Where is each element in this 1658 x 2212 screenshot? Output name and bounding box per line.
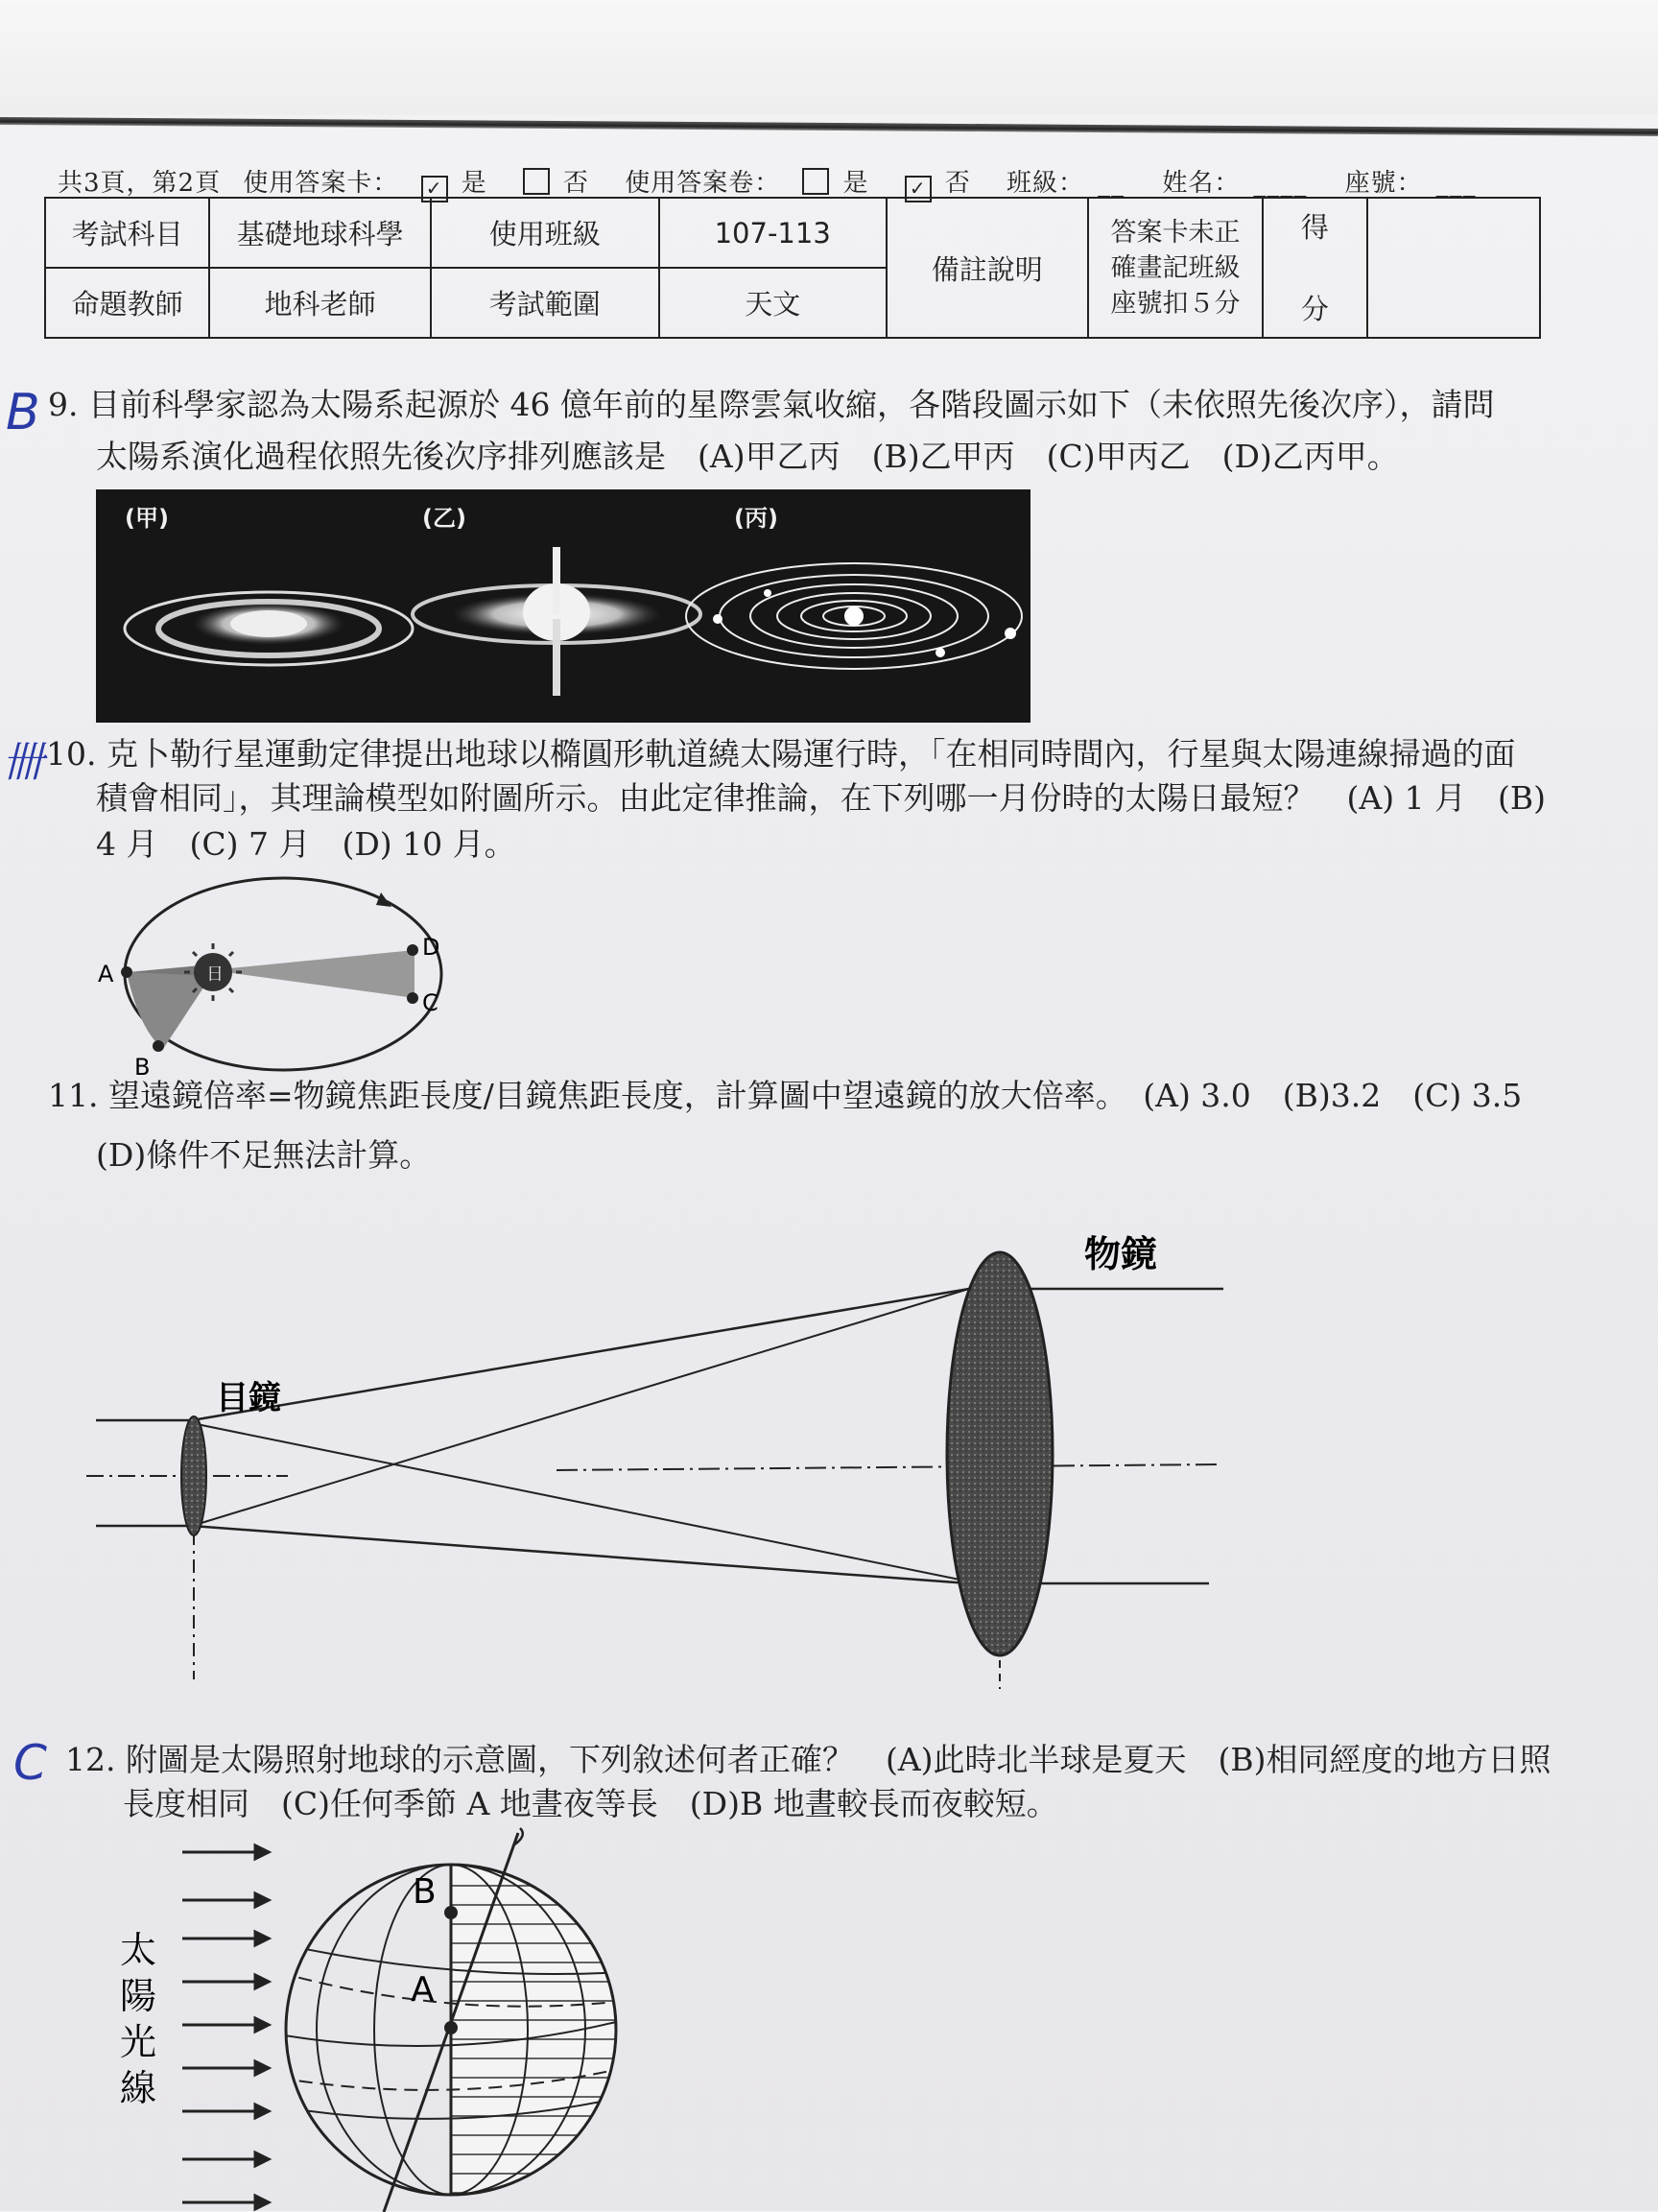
teacher-value: 地科老師 bbox=[209, 268, 430, 338]
q10-line3: 4 月 (C) 7 月 (D) 10 月。 bbox=[96, 825, 516, 863]
point-a-label: A bbox=[411, 1970, 435, 2010]
subject-label: 考試科目 bbox=[45, 198, 209, 268]
point-a-label: A bbox=[98, 961, 114, 987]
name-label: 姓名： bbox=[1162, 169, 1241, 198]
q12-line1: 12. 附圖是太陽照射地球的示意圖，下列敘述何者正確？ (A)此時北半球是夏天 (B)相同經度的地方日照 bbox=[65, 1741, 1551, 1778]
label-yi: (乙) bbox=[422, 505, 466, 532]
sunlight-arrows bbox=[182, 1845, 269, 2209]
class-label: 班級： bbox=[1007, 169, 1085, 198]
objective-lens bbox=[947, 1252, 1053, 1655]
answer-sheet-label: 使用答案卷： bbox=[625, 169, 781, 198]
point-b-label: B bbox=[134, 1054, 151, 1081]
optical-axis-right bbox=[557, 1464, 1219, 1470]
orbit-direction-arrow bbox=[376, 892, 391, 907]
sunlight-earth-diagram bbox=[120, 1828, 672, 2212]
teacher-label: 命題教師 bbox=[45, 268, 209, 338]
checked-box-icon: ✓ bbox=[421, 176, 448, 202]
class-range: 107-113 bbox=[659, 198, 887, 268]
svg-text:線: 線 bbox=[120, 2067, 157, 2109]
kepler-orbit-diagram bbox=[96, 859, 480, 1080]
checked-box-icon: ✓ bbox=[905, 176, 932, 202]
objective-label: 物鏡 bbox=[1084, 1233, 1158, 1275]
q11-line2: (D)條件不足無法計算。 bbox=[96, 1136, 432, 1174]
answer-sheet-yes: 是 bbox=[802, 169, 882, 198]
q10-line1: 10. 克卜勒行星運動定律提出地球以橢圓形軌道繞太陽運行時，「在相同時間內，行星與太陽連線掃過的面 bbox=[46, 735, 1516, 773]
answer-card-label: 使用答案卡： bbox=[243, 169, 399, 198]
answer-card-yes: ✓ 是 bbox=[421, 169, 501, 198]
scope-value: 天文 bbox=[659, 268, 887, 338]
q11-line1: 11. 望遠鏡倍率=物鏡焦距長度/目鏡焦距長度，計算圖中望遠鏡的放大倍率。 (A) 3.0 (B)3.2 (C) 3.5 bbox=[48, 1077, 1523, 1114]
answer-sheet-no: ✓ 否 bbox=[905, 169, 984, 198]
class-label-cell: 使用班級 bbox=[431, 198, 659, 268]
point-d-label: D bbox=[422, 934, 440, 961]
point-b-marker bbox=[444, 1906, 458, 1919]
remarks-label: 備註說明 bbox=[887, 198, 1088, 338]
nebula-stages-drawing bbox=[96, 489, 1030, 723]
svg-text:陽: 陽 bbox=[120, 1975, 157, 2017]
point-c-label: C bbox=[422, 989, 438, 1016]
label-bing: (丙) bbox=[734, 505, 778, 532]
point-a-marker bbox=[121, 966, 132, 978]
paper-top-margin bbox=[0, 0, 1658, 115]
point-a-marker bbox=[444, 2021, 458, 2034]
exam-info-table bbox=[44, 197, 1541, 339]
remarks-text: 答案卡未正 確畫記班級 座號扣５分 bbox=[1088, 198, 1263, 338]
sunlight-label bbox=[120, 1929, 156, 2109]
scope-label: 考試範圍 bbox=[431, 268, 659, 338]
point-b-marker bbox=[153, 1040, 164, 1052]
label-jia: (甲) bbox=[125, 505, 169, 532]
subject-value: 基礎地球科學 bbox=[209, 198, 430, 268]
point-c-marker bbox=[407, 992, 418, 1004]
solar-system-formation-photo bbox=[96, 489, 1030, 723]
sun-label: 日 bbox=[206, 964, 224, 985]
page-count: 共3頁，第2頁 bbox=[58, 169, 222, 198]
answer-card-no: 否 bbox=[523, 169, 603, 198]
swept-area-right bbox=[211, 950, 414, 998]
empty-box-icon bbox=[802, 168, 829, 195]
empty-box-icon bbox=[523, 168, 550, 195]
telescope-diagram bbox=[86, 1228, 1238, 1689]
q9-line1: 9. 目前科學家認為太陽系起源於 46 億年前的星際雲氣收縮，各階段圖示如下（未依照先後次序），請問 bbox=[48, 386, 1495, 423]
svg-text:太: 太 bbox=[120, 1929, 157, 1971]
top-rule bbox=[0, 117, 1658, 136]
q10-handwritten-mark: 卌 bbox=[2, 738, 44, 787]
q12-handwritten-answer: C bbox=[13, 1735, 47, 1791]
eyepiece-label: 目鏡 bbox=[216, 1379, 281, 1417]
point-b-label: B bbox=[413, 1872, 437, 1912]
point-d-marker bbox=[407, 944, 418, 956]
q9-line2: 太陽系演化過程依照先後次序排列應該是 (A)甲乙丙 (B)乙甲丙 (C)甲丙乙 (D)乙丙甲。 bbox=[96, 438, 1399, 475]
eyepiece-lens bbox=[181, 1416, 206, 1535]
score-label: 得 分 bbox=[1263, 198, 1367, 338]
score-box bbox=[1367, 198, 1540, 338]
q10-line2: 積會相同」，其理論模型如附圖所示。由此定律推論，在下列哪一月份時的太陽日最短？ (A) 1 月 (B) bbox=[96, 779, 1547, 817]
seat-label: 座號： bbox=[1344, 169, 1423, 198]
exam-header-line: 共3頁，第2頁 使用答案卡： ✓ 是 否 使用答案卷： 是 ✓ 否 班級： __ 姓名： ____ 座號： ___ bbox=[58, 163, 1593, 202]
q9-handwritten-answer: B bbox=[6, 384, 40, 441]
q12-line2: 長度相同 (C)任何季節 A 地晝夜等長 (D)B 地晝較長而夜較短。 bbox=[123, 1785, 1058, 1822]
svg-text:光: 光 bbox=[120, 2021, 157, 2063]
